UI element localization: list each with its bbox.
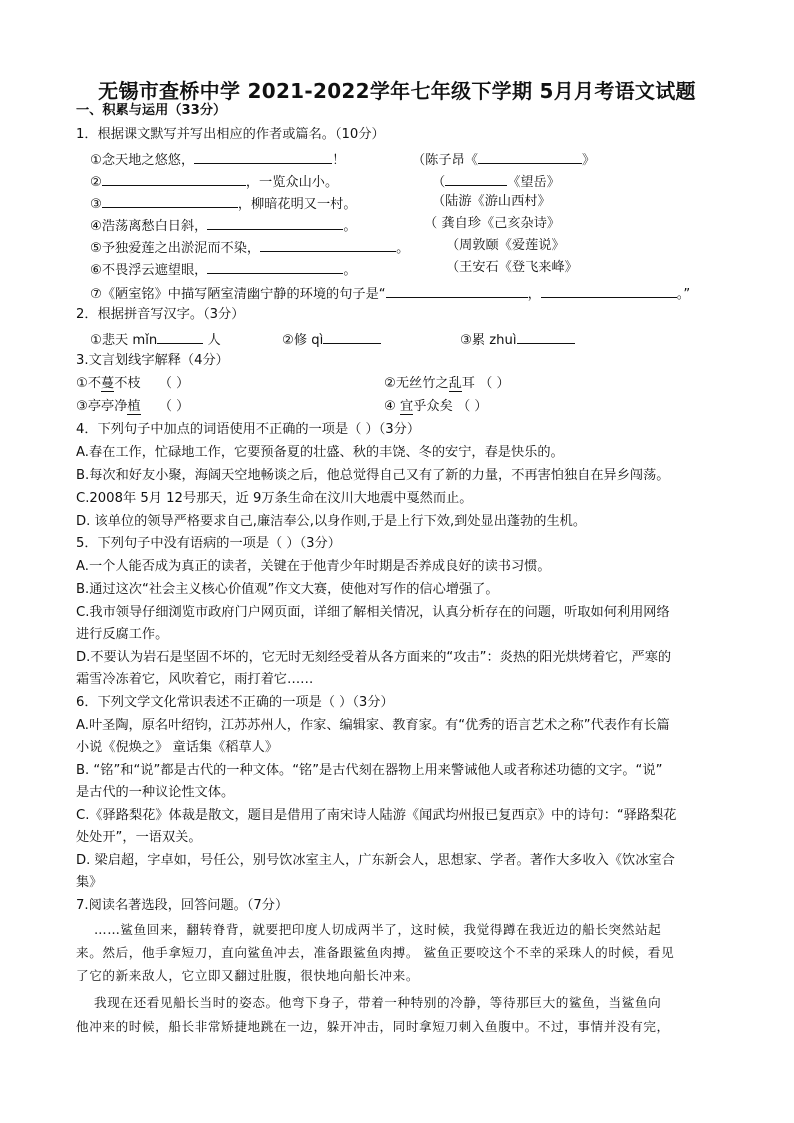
answer-blank[interactable] <box>157 329 203 344</box>
answer-blank[interactable] <box>445 171 507 186</box>
q3-item-1: ①不蔓不枝 （ ） <box>76 376 190 391</box>
underlined-char: 植 <box>127 399 141 414</box>
answer-paren[interactable]: （ ） <box>158 399 190 414</box>
q6-option-d-line1: D. 梁启超，字卓如，号任公，别号饮冰室主人，广东新会人，思想家、学者。著作大多收入《饮冰室合 <box>76 853 675 868</box>
q1-source-2: （ 《望岳》 <box>432 171 560 192</box>
page-title: 无锡市查桥中学 2021-2022学年七年级下学期 5月月考语文试题 <box>98 79 696 103</box>
q5-option-d-line1: D.不要认为岩石是坚固不坏的，它无时无刻经受着从各方面来的“攻击”：炎热的阳光烘烤着它，严寒的 <box>76 650 672 665</box>
answer-blank[interactable] <box>207 259 343 274</box>
answer-blank[interactable] <box>194 149 332 164</box>
q4-option-b: B.每次和好友小聚，海阔天空地畅谈之后，他总觉得自己又有了新的力量，不再害怕独自在异乡闯荡。 <box>76 468 670 483</box>
question-4-stem: 4．下列句子中加点的词语使用不正确的一项是（ ）（3分） <box>76 422 421 437</box>
q1-item-4: ④浩荡离愁白日斜， 。 <box>90 215 357 236</box>
q3-item-2: ②无丝竹之乱耳 （ ） <box>384 376 510 391</box>
q5-option-b: B.通过这次“社会主义核心价值观”作文大赛，使他对写作的信心增强了。 <box>76 582 499 597</box>
answer-blank[interactable] <box>323 329 381 344</box>
excerpt-line-2: 来。然后，他手拿短刀，直向鲨鱼冲去，准备跟鲨鱼肉搏。 鲨鱼正要咬这个不幸的采珠人的时候，看见 <box>76 945 675 960</box>
excerpt-line-4: 我现在还看见船长当时的姿态。他弯下身子，带着一种特别的冷静，等待那巨大的鲨鱼，当鲨鱼向 <box>94 995 662 1010</box>
answer-blank[interactable] <box>541 283 677 298</box>
q6-option-c-line2: 处处开”，一语双关。 <box>76 830 202 845</box>
excerpt-line-5: 他冲来的时候，船长非常矫捷地跳在一边，躲开冲击，同时拿短刀刺入鱼腹中。不过，事情并没有完， <box>76 1019 670 1034</box>
question-3-stem: 3.文言划线字解释（4分） <box>76 353 229 368</box>
q5-option-d-line2: 霜雪冷冻着它，风吹着它，雨打着它…… <box>76 672 314 687</box>
q6-option-d-line2: 集》 <box>76 875 103 890</box>
question-7-stem: 7.阅读名著选段，回答问题。（7分） <box>76 898 289 913</box>
section-heading: 一、积累与运用（33分） <box>76 103 227 118</box>
q1-item-5: ⑤予独爱莲之出淤泥而不染， 。 <box>90 237 409 258</box>
question-5-stem: 5．下列句子中没有语病的一项是（ ）（3分） <box>76 536 341 551</box>
q1-source-1: （陈子昂《 》 <box>412 149 595 170</box>
q1-source-5: （周敦颐《爱莲说》 <box>446 238 565 253</box>
question-1-stem: 1．根据课文默写并写出相应的作者或篇名。（10分） <box>76 127 385 142</box>
q5-option-c-line2: 进行反腐工作。 <box>76 627 169 642</box>
answer-blank[interactable] <box>517 329 575 344</box>
q1-item-2: ② ，一览众山小。 <box>90 171 338 192</box>
q2-item-3: ③累 zhuì <box>460 329 575 350</box>
answer-blank[interactable] <box>207 215 343 230</box>
answer-blank[interactable] <box>102 171 246 186</box>
underlined-char: 乱 <box>448 376 462 391</box>
q4-option-d: D. 该单位的领导严格要求自己,廉洁奉公,以身作则,于是上行下效,到处显出蓬勃的生机。 <box>76 514 587 529</box>
q6-option-a-line2: 小说《倪焕之》 童话集《稻草人》 <box>76 740 279 755</box>
q2-item-2: ②修 qì <box>282 329 381 350</box>
q6-option-c-line1: C.《驿路梨花》体裁是散文，题目是借用了南宋诗人陆游《闻武均州报已复西京》中的诗句：“驿路梨花 <box>76 808 677 823</box>
q1-item-7: ⑦《陋室铭》中描写陋室清幽宁静的环境的句子是“ ， 。” <box>90 283 690 304</box>
answer-paren[interactable]: （ ） <box>158 376 190 391</box>
q4-option-a: A.春在工作，忙碌地工作，它要预备夏的壮盛、秋的丰饶、冬的安宁，春是快乐的。 <box>76 445 564 460</box>
excerpt-line-1: ……鲨鱼回来，翻转脊背，就要把印度人切成两半了，这时候，我觉得蹲在我近边的船长突然站起 <box>94 922 662 937</box>
answer-blank[interactable] <box>102 193 238 208</box>
q1-item-1: ①念天地之悠悠， ！ <box>90 149 345 170</box>
q1-item-6: ⑥不畏浮云遮望眼， 。 <box>90 259 357 280</box>
q6-option-b-line2: 是古代的一种议论性文体。 <box>76 785 235 800</box>
q3-item-4: ④ 宜乎众矣 （ ） <box>384 399 488 414</box>
answer-paren[interactable]: （ ） <box>479 376 510 391</box>
q6-option-b-line1: B. “铭”和“说”都是古代的一种文体。“铭”是古代刻在器物上用来警诫他人或者称述功德的文字。“说” <box>76 763 663 778</box>
question-2-stem: 2．根据拼音写汉字。（3分） <box>76 307 245 322</box>
q6-option-a-line1: A.叶圣陶，原名叶绍钧，江苏苏州人，作家、编辑家、教育家。有“优秀的语言艺术之称”代表作有长篇 <box>76 718 670 733</box>
q1-source-4: （ 龚自珍《己亥杂诗》 <box>424 216 561 231</box>
underlined-char: 蔓 <box>101 376 115 391</box>
q1-source-6: （王安石《登飞来峰》 <box>446 260 578 275</box>
q3-item-3: ③亭亭净植 （ ） <box>76 399 190 414</box>
q1-item-3: ③ ，柳暗花明又一村。 <box>90 193 357 214</box>
question-6-stem: 6．下列文学文化常识表述不正确的一项是（ ）（3分） <box>76 695 394 710</box>
answer-blank[interactable] <box>260 237 396 252</box>
q4-option-c: C.2008年 5月 12号那天，近 9万条生命在汶川大地震中戛然而止。 <box>76 491 473 506</box>
q5-option-c-line1: C.我市领导仔细浏览市政府门户网页面，详细了解相关情况，认真分析存在的问题，听取如何利用网络 <box>76 605 670 620</box>
q5-option-a: A.一个人能否成为真正的读者，关键在于他青少年时期是否养成良好的读书习惯。 <box>76 559 551 574</box>
answer-blank[interactable] <box>478 149 582 164</box>
answer-paren[interactable]: （ ） <box>456 399 488 414</box>
underlined-char: 宜 <box>400 399 414 414</box>
q2-item-1: ①悲天 mǐn 人 <box>90 329 221 350</box>
excerpt-line-3: 了它的新来敌人，它立即又翻过肚腹，很快地向船长冲来。 <box>76 968 420 983</box>
answer-blank[interactable] <box>386 283 528 298</box>
q1-source-3: （陆游《游山西村》 <box>432 194 551 209</box>
